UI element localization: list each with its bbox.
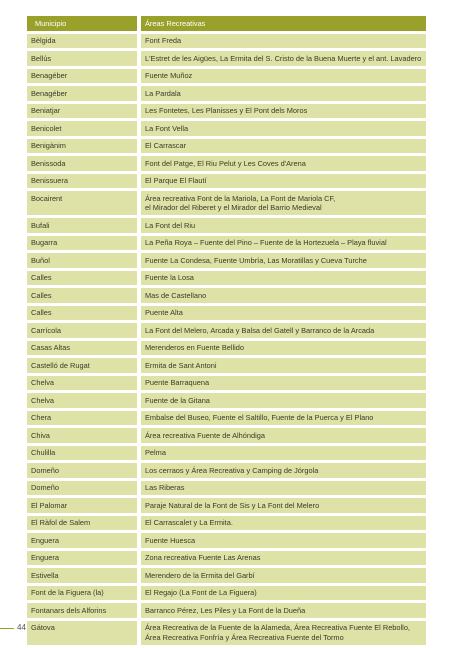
table-row <box>27 306 426 321</box>
areas-cell: Las Riberas <box>141 481 426 496</box>
areas-cell: L'Estret de les Aigües, La Ermita del S. Cristo de la Buena Muerte y el ant. Lavadero <box>141 51 426 66</box>
areas-cell: Embalse del Buseo, Fuente el Saltillo, Fuente de la Puerca y El Plano <box>141 411 426 426</box>
table-row <box>27 621 426 645</box>
municipio-cell: Font de la Figuera (la) <box>27 586 137 601</box>
municipio-cell: Benissuera <box>27 174 137 189</box>
table-row <box>27 139 426 154</box>
municipio-cell: Benigànim <box>27 139 137 154</box>
table-row <box>27 533 426 548</box>
areas-cell: La Font del Melero, Arcada y Balsa del Gatell y Barranco de la Arcada <box>141 323 426 338</box>
areas-cell: Puente Barraquena <box>141 376 426 391</box>
table-row <box>27 586 426 601</box>
municipio-cell: Chiva <box>27 428 137 443</box>
table-row <box>27 191 426 215</box>
municipio-cell: Calles <box>27 271 137 286</box>
table-row <box>27 551 426 566</box>
municipio-cell: Beniatjar <box>27 104 137 119</box>
municipio-cell: Gátova <box>27 621 137 645</box>
municipio-cell: Casas Altas <box>27 341 137 356</box>
table-row <box>27 358 426 373</box>
areas-cell: Fuente de la Gitana <box>141 393 426 408</box>
municipio-cell: Calles <box>27 306 137 321</box>
municipio-cell: Chulilla <box>27 446 137 461</box>
areas-cell: Área recreativa Fuente de Alhóndiga <box>141 428 426 443</box>
table-row <box>27 271 426 286</box>
table-row <box>27 86 426 101</box>
table-row <box>27 498 426 513</box>
municipio-cell: Benicolet <box>27 121 137 136</box>
table-row <box>27 323 426 338</box>
municipio-cell: Bufali <box>27 218 137 233</box>
areas-cell: Mas de Castellano <box>141 288 426 303</box>
table-row <box>27 428 426 443</box>
areas-cell: Font del Patge, El Riu Pelut y Les Coves d'Arena <box>141 156 426 171</box>
municipio-cell: Domeño <box>27 481 137 496</box>
table-row <box>27 568 426 583</box>
areas-cell: Área Recreativa de la Fuente de la Alameda, Área Recreativa Fuente El Rebollo, Área Recreativa Fonfría y Área Recreativa Fuente del Tormo <box>141 621 426 645</box>
areas-cell: La Pardala <box>141 86 426 101</box>
areas-cell: Ermita de Sant Antoni <box>141 358 426 373</box>
table-row <box>27 393 426 408</box>
municipio-cell: Bugarra <box>27 236 137 251</box>
areas-cell: La Font del Riu <box>141 218 426 233</box>
recreation-areas-table <box>27 16 426 648</box>
footer-rule <box>0 628 14 629</box>
areas-cell: Font Freda <box>141 34 426 49</box>
table-row <box>27 516 426 531</box>
table-row <box>27 156 426 171</box>
table-row <box>27 446 426 461</box>
municipio-cell: El Palomar <box>27 498 137 513</box>
table-row <box>27 34 426 49</box>
table-row <box>27 51 426 66</box>
header-municipio: Municipio <box>27 16 137 31</box>
table-row <box>27 121 426 136</box>
municipio-cell: Benissoda <box>27 156 137 171</box>
table-row <box>27 481 426 496</box>
areas-cell: Les Fontetes, Les Planisses y El Pont dels Moros <box>141 104 426 119</box>
areas-cell: Los cerraos y Área Recreativa y Camping de Jórgola <box>141 463 426 478</box>
municipio-cell: Chelva <box>27 393 137 408</box>
table-row <box>27 69 426 84</box>
municipio-cell: Bellús <box>27 51 137 66</box>
municipio-cell: Bèlgida <box>27 34 137 49</box>
municipio-cell: Calles <box>27 288 137 303</box>
table-row <box>27 411 426 426</box>
areas-cell: Barranco Pérez, Les Piles y La Font de la Dueña <box>141 603 426 618</box>
areas-cell: Pelma <box>141 446 426 461</box>
table-row <box>27 104 426 119</box>
areas-cell: Paraje Natural de la Font de Sis y La Font del Melero <box>141 498 426 513</box>
municipio-cell: Buñol <box>27 253 137 268</box>
areas-cell: El Carrascalet y La Ermita. <box>141 516 426 531</box>
table-row <box>27 218 426 233</box>
municipio-cell: Domeño <box>27 463 137 478</box>
municipio-cell: Fontanars dels Alforins <box>27 603 137 618</box>
areas-cell: La Peña Roya – Fuente del Pino – Fuente de la Hortezuela – Playa fluvial <box>141 236 426 251</box>
table-row <box>27 341 426 356</box>
areas-cell: La Font Vella <box>141 121 426 136</box>
table-row <box>27 253 426 268</box>
areas-cell: Fuente Huesca <box>141 533 426 548</box>
municipio-cell: Chera <box>27 411 137 426</box>
table-row <box>27 603 426 618</box>
table-row <box>27 236 426 251</box>
areas-cell: Fuente la Losa <box>141 271 426 286</box>
areas-cell: Zona recreativa Fuente Las Arenas <box>141 551 426 566</box>
header-areas: Áreas Recreativas <box>141 16 426 31</box>
table-row <box>27 376 426 391</box>
municipio-cell: El Ràfol de Salem <box>27 516 137 531</box>
areas-cell: Fuente Muñoz <box>141 69 426 84</box>
municipio-cell: Estivella <box>27 568 137 583</box>
table-header <box>27 16 426 31</box>
municipio-cell: Benagéber <box>27 86 137 101</box>
areas-cell: Área recreativa Font de la Mariola, La Font de Mariola CF, el Mirador del Riberet y el Mirador del Barrio Medieval <box>141 191 426 215</box>
municipio-cell: Carrícola <box>27 323 137 338</box>
page-number: 44 <box>17 623 26 632</box>
table-row <box>27 288 426 303</box>
municipio-cell: Castelló de Rugat <box>27 358 137 373</box>
table-body <box>27 34 426 645</box>
municipio-cell: Chelva <box>27 376 137 391</box>
municipio-cell: Benagéber <box>27 69 137 84</box>
areas-cell: Merendero de la Ermita del Garbí <box>141 568 426 583</box>
areas-cell: El Regajo (La Font de La Figuera) <box>141 586 426 601</box>
areas-cell: Merenderos en Fuente Bellido <box>141 341 426 356</box>
areas-cell: El Carrascar <box>141 139 426 154</box>
table-row <box>27 463 426 478</box>
municipio-cell: Enguera <box>27 551 137 566</box>
areas-cell: El Parque El Flautí <box>141 174 426 189</box>
table-row <box>27 174 426 189</box>
municipio-cell: Enguera <box>27 533 137 548</box>
areas-cell: Puente Alta <box>141 306 426 321</box>
municipio-cell: Bocairent <box>27 191 137 215</box>
areas-cell: Fuente La Condesa, Fuente Umbría, Las Moratillas y Cueva Turche <box>141 253 426 268</box>
